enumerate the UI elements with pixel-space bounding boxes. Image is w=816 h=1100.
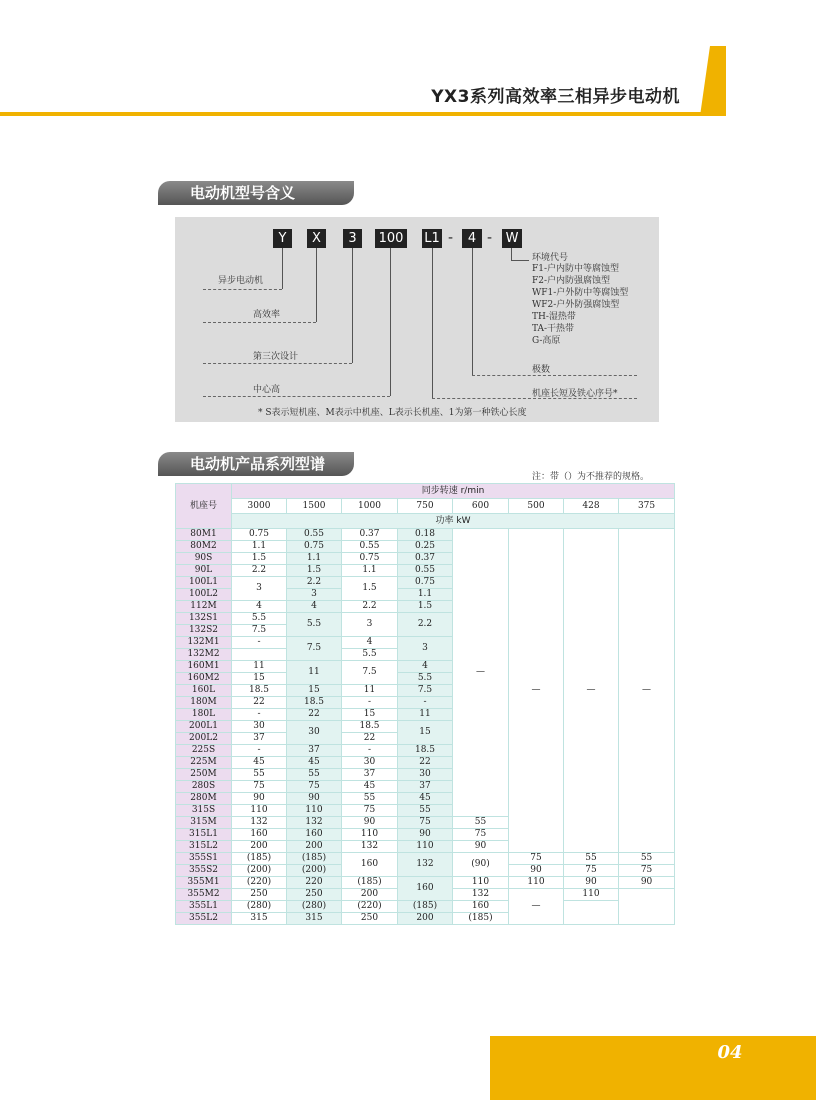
power-cell: 7.5 — [342, 661, 398, 685]
frame-cell: 315M — [176, 817, 232, 829]
power-cell: 75 — [564, 865, 619, 877]
power-cell: 0.55 — [342, 541, 398, 553]
label-wf2: WF2-户外防强腐蚀型 — [532, 300, 620, 310]
power-cell: 7.5 — [398, 685, 453, 697]
power-cell: 37 — [342, 769, 398, 781]
power-cell: 75 — [509, 853, 564, 865]
speed-600: 600 — [453, 499, 509, 514]
power-cell: — — [509, 529, 564, 853]
power-cell: 3 — [342, 613, 398, 637]
power-cell: 160 — [398, 877, 453, 901]
connector-y — [282, 248, 283, 289]
frame-cell: 280S — [176, 781, 232, 793]
power-cell: 1.5 — [232, 553, 287, 565]
code-part-3: 3 — [343, 229, 362, 248]
power-cell: - — [342, 745, 398, 757]
label-f1: F1-户内防中等腐蚀型 — [532, 264, 620, 274]
power-cell: (280) — [232, 901, 287, 913]
power-cell: (280) — [287, 901, 342, 913]
power-cell: 2.2 — [342, 601, 398, 613]
power-cell: 2.2 — [398, 613, 453, 637]
power-cell: (200) — [232, 865, 287, 877]
label-third-design: 第三次设计 — [253, 352, 299, 362]
power-cell: 315 — [232, 913, 287, 925]
frame-cell: 355S1 — [176, 853, 232, 865]
power-cell: 110 — [398, 841, 453, 853]
frame-cell: 132M1 — [176, 637, 232, 649]
frame-cell: 250M — [176, 769, 232, 781]
power-cell: 0.75 — [287, 541, 342, 553]
page-number: 04 — [717, 1042, 743, 1063]
power-cell: 55 — [619, 853, 675, 865]
frame-cell: 90S — [176, 553, 232, 565]
frame-cell: 132S2 — [176, 625, 232, 637]
frame-cell: 200L1 — [176, 721, 232, 733]
power-cell: (220) — [342, 901, 398, 913]
frame-cell: 180M — [176, 697, 232, 709]
frame-cell: 132M2 — [176, 649, 232, 661]
frame-cell: 112M — [176, 601, 232, 613]
power-cell: (90) — [453, 853, 509, 877]
power-cell: 132 — [232, 817, 287, 829]
power-cell — [564, 901, 619, 925]
power-cell: (220) — [232, 877, 287, 889]
label-frame-length: 机座长短及铁心序号* — [532, 389, 618, 399]
power-cell: 75 — [619, 865, 675, 877]
product-series-table — [175, 483, 675, 925]
power-cell: 1.1 — [398, 589, 453, 601]
connector-w — [511, 248, 512, 260]
frame-cell: 100L2 — [176, 589, 232, 601]
frame-cell: 160M1 — [176, 661, 232, 673]
connector-3-h — [203, 363, 352, 364]
power-cell: 45 — [287, 757, 342, 769]
power-cell: 45 — [342, 781, 398, 793]
frame-cell: 315L2 — [176, 841, 232, 853]
frame-cell: 315L1 — [176, 829, 232, 841]
frame-cell: 355S2 — [176, 865, 232, 877]
power-cell: 1.1 — [342, 565, 398, 577]
speed-3000: 3000 — [232, 499, 287, 514]
power-cell: 250 — [287, 889, 342, 901]
power-cell: 11 — [398, 709, 453, 721]
power-cell: 37 — [232, 733, 287, 745]
power-cell: 75 — [287, 781, 342, 793]
power-cell: 15 — [342, 709, 398, 721]
power-cell: 315 — [287, 913, 342, 925]
power-cell: 18.5 — [232, 685, 287, 697]
footer-band — [490, 1036, 816, 1100]
connector-100 — [390, 248, 391, 396]
power-cell: 5.5 — [232, 613, 287, 625]
power-cell: 18.5 — [287, 697, 342, 709]
label-async-motor: 异步电动机 — [218, 276, 264, 286]
connector-x — [316, 248, 317, 322]
speed-1000: 1000 — [342, 499, 398, 514]
power-cell: 37 — [287, 745, 342, 757]
frame-cell: 80M2 — [176, 541, 232, 553]
power-cell: 110 — [453, 877, 509, 889]
power-cell: 132 — [342, 841, 398, 853]
power-cell: 22 — [398, 757, 453, 769]
power-cell: (185) — [287, 853, 342, 865]
power-cell: 160 — [287, 829, 342, 841]
power-cell: — — [509, 889, 564, 925]
power-cell: 200 — [398, 913, 453, 925]
frame-cell: 355L1 — [176, 901, 232, 913]
power-cell: 15 — [287, 685, 342, 697]
frame-cell: 355M2 — [176, 889, 232, 901]
power-cell: (185) — [232, 853, 287, 865]
power-cell: 90 — [509, 865, 564, 877]
frame-cell: 200L2 — [176, 733, 232, 745]
power-cell: 4 — [232, 601, 287, 613]
power-cell: — — [564, 529, 619, 853]
power-cell: 1.5 — [398, 601, 453, 613]
connector-3 — [352, 248, 353, 363]
power-cell: 22 — [232, 697, 287, 709]
speed-428: 428 — [564, 499, 619, 514]
power-cell: - — [398, 697, 453, 709]
frame-header: 机座号 — [176, 484, 232, 529]
power-cell: 55 — [342, 793, 398, 805]
power-cell: (200) — [287, 865, 342, 877]
power-cell: 55 — [232, 769, 287, 781]
power-cell: 3 — [232, 577, 287, 601]
speed-750: 750 — [398, 499, 453, 514]
power-cell: - — [232, 745, 287, 757]
speed-1500: 1500 — [287, 499, 342, 514]
power-cell: 18.5 — [398, 745, 453, 757]
power-cell: 30 — [398, 769, 453, 781]
frame-cell: 180L — [176, 709, 232, 721]
power-cell: 0.55 — [287, 529, 342, 541]
power-cell: 2.2 — [232, 565, 287, 577]
frame-cell: 80M1 — [176, 529, 232, 541]
power-cell: 7.5 — [232, 625, 287, 637]
power-cell: 45 — [398, 793, 453, 805]
footnote: * S表示短机座、M表示中机座、L表示长机座、1为第一种铁心长度 — [258, 408, 527, 418]
label-f2: F2-户内防强腐蚀型 — [532, 276, 611, 286]
power-cell — [232, 649, 287, 661]
power-cell: 55 — [564, 853, 619, 865]
power-cell: 90 — [287, 793, 342, 805]
speed-375: 375 — [619, 499, 675, 514]
power-cell: 4 — [342, 637, 398, 649]
connector-4 — [472, 248, 473, 375]
power-cell: 132 — [453, 889, 509, 901]
power-cell: 132 — [398, 853, 453, 877]
power-cell: 15 — [232, 673, 287, 685]
power-cell: 110 — [342, 829, 398, 841]
section-banner-product-series: 电动机产品系列型谱 — [158, 452, 354, 476]
connector-l1 — [432, 248, 433, 398]
frame-cell: 280M — [176, 793, 232, 805]
power-cell: 30 — [232, 721, 287, 733]
power-cell — [619, 889, 675, 925]
power-cell: 1.1 — [287, 553, 342, 565]
power-cell: 5.5 — [342, 649, 398, 661]
power-cell: 75 — [342, 805, 398, 817]
code-dash-1: - — [448, 230, 454, 246]
frame-cell: 315S — [176, 805, 232, 817]
power-cell: 3 — [287, 589, 342, 601]
label-ta: TA-干热带 — [532, 324, 575, 334]
power-cell: 250 — [232, 889, 287, 901]
power-cell: 132 — [287, 817, 342, 829]
power-header: 功率 kW — [232, 514, 675, 529]
power-cell: 11 — [232, 661, 287, 673]
label-th: TH-湿热带 — [532, 312, 576, 322]
power-cell: 160 — [342, 853, 398, 877]
power-cell: - — [232, 709, 287, 721]
connector-y-h — [203, 289, 282, 290]
power-cell: 22 — [287, 709, 342, 721]
power-cell: 220 — [287, 877, 342, 889]
power-cell: 1.5 — [287, 565, 342, 577]
power-cell: 110 — [509, 877, 564, 889]
power-cell: — — [453, 529, 509, 817]
power-cell: 55 — [287, 769, 342, 781]
frame-cell: 90L — [176, 565, 232, 577]
section-banner-model-meaning: 电动机型号含义 — [158, 181, 354, 205]
power-cell: 55 — [398, 805, 453, 817]
power-cell: 15 — [398, 721, 453, 745]
speed-500: 500 — [509, 499, 564, 514]
power-cell: 0.75 — [232, 529, 287, 541]
power-cell: 1.1 — [232, 541, 287, 553]
power-cell: 22 — [342, 733, 398, 745]
power-cell: 90 — [398, 829, 453, 841]
frame-cell: 132S1 — [176, 613, 232, 625]
power-cell: 0.25 — [398, 541, 453, 553]
connector-100-h — [203, 396, 390, 397]
label-env-code: 环境代号 — [532, 253, 569, 263]
power-cell: 30 — [287, 721, 342, 745]
label-wf1: WF1-户外防中等腐蚀型 — [532, 288, 629, 298]
power-cell: 90 — [564, 877, 619, 889]
frame-cell: 355L2 — [176, 913, 232, 925]
power-cell: 75 — [398, 817, 453, 829]
power-cell: 110 — [564, 889, 619, 901]
power-cell: 75 — [232, 781, 287, 793]
power-cell: 0.55 — [398, 565, 453, 577]
power-cell: 250 — [342, 913, 398, 925]
power-cell: 90 — [342, 817, 398, 829]
code-part-l1: L1 — [422, 229, 442, 248]
power-cell: 160 — [232, 829, 287, 841]
power-cell: (185) — [398, 901, 453, 913]
connector-w-h — [511, 260, 529, 261]
code-part-4: 4 — [462, 229, 482, 248]
power-cell: 30 — [342, 757, 398, 769]
header-accent-tab — [700, 46, 726, 116]
frame-cell: 160L — [176, 685, 232, 697]
code-part-100: 100 — [375, 229, 407, 248]
power-cell: 0.18 — [398, 529, 453, 541]
connector-x-h — [203, 322, 316, 323]
power-cell: (185) — [453, 913, 509, 925]
code-part-x: X — [307, 229, 326, 248]
power-cell: 200 — [232, 841, 287, 853]
frame-cell: 355M1 — [176, 877, 232, 889]
power-cell: 3 — [398, 637, 453, 661]
power-cell: 45 — [232, 757, 287, 769]
power-cell: 55 — [453, 817, 509, 829]
power-cell: 110 — [287, 805, 342, 817]
power-cell: 0.37 — [398, 553, 453, 565]
frame-cell: 225S — [176, 745, 232, 757]
power-cell: 0.37 — [342, 529, 398, 541]
document-title: YX3系列高效率三相异步电动机 — [431, 87, 680, 107]
label-center-height: 中心高 — [253, 385, 281, 395]
power-cell: 5.5 — [287, 613, 342, 637]
power-cell: 1.5 — [342, 577, 398, 601]
power-cell: — — [619, 529, 675, 853]
power-cell: 4 — [287, 601, 342, 613]
frame-cell: 100L1 — [176, 577, 232, 589]
power-cell: 110 — [232, 805, 287, 817]
connector-4-h — [472, 375, 637, 376]
label-high-efficiency: 高效率 — [253, 310, 281, 320]
power-cell: (185) — [342, 877, 398, 889]
power-cell: 90 — [453, 841, 509, 853]
power-cell: - — [232, 637, 287, 649]
power-cell: 90 — [232, 793, 287, 805]
power-cell: 7.5 — [287, 637, 342, 661]
power-cell: 200 — [342, 889, 398, 901]
code-part-w: W — [502, 229, 522, 248]
power-cell: - — [342, 697, 398, 709]
speed-header: 同步转速 r/min — [232, 484, 675, 499]
power-cell: 90 — [619, 877, 675, 889]
header-rule — [0, 112, 726, 116]
power-cell: 11 — [342, 685, 398, 697]
power-cell: 75 — [453, 829, 509, 841]
power-cell: 160 — [453, 901, 509, 913]
table-note: 注：带（）为不推荐的规格。 — [532, 472, 650, 482]
code-dash-2: - — [487, 230, 493, 246]
power-cell: 4 — [398, 661, 453, 673]
power-cell: 0.75 — [398, 577, 453, 589]
label-g: G-高原 — [532, 336, 561, 346]
label-poles: 极数 — [532, 365, 551, 375]
power-cell: 18.5 — [342, 721, 398, 733]
power-cell: 37 — [398, 781, 453, 793]
frame-cell: 160M2 — [176, 673, 232, 685]
power-cell: 0.75 — [342, 553, 398, 565]
power-cell: 200 — [287, 841, 342, 853]
frame-cell: 225M — [176, 757, 232, 769]
code-part-y: Y — [273, 229, 292, 248]
power-cell: 5.5 — [398, 673, 453, 685]
power-cell: 11 — [287, 661, 342, 685]
power-cell: 2.2 — [287, 577, 342, 589]
